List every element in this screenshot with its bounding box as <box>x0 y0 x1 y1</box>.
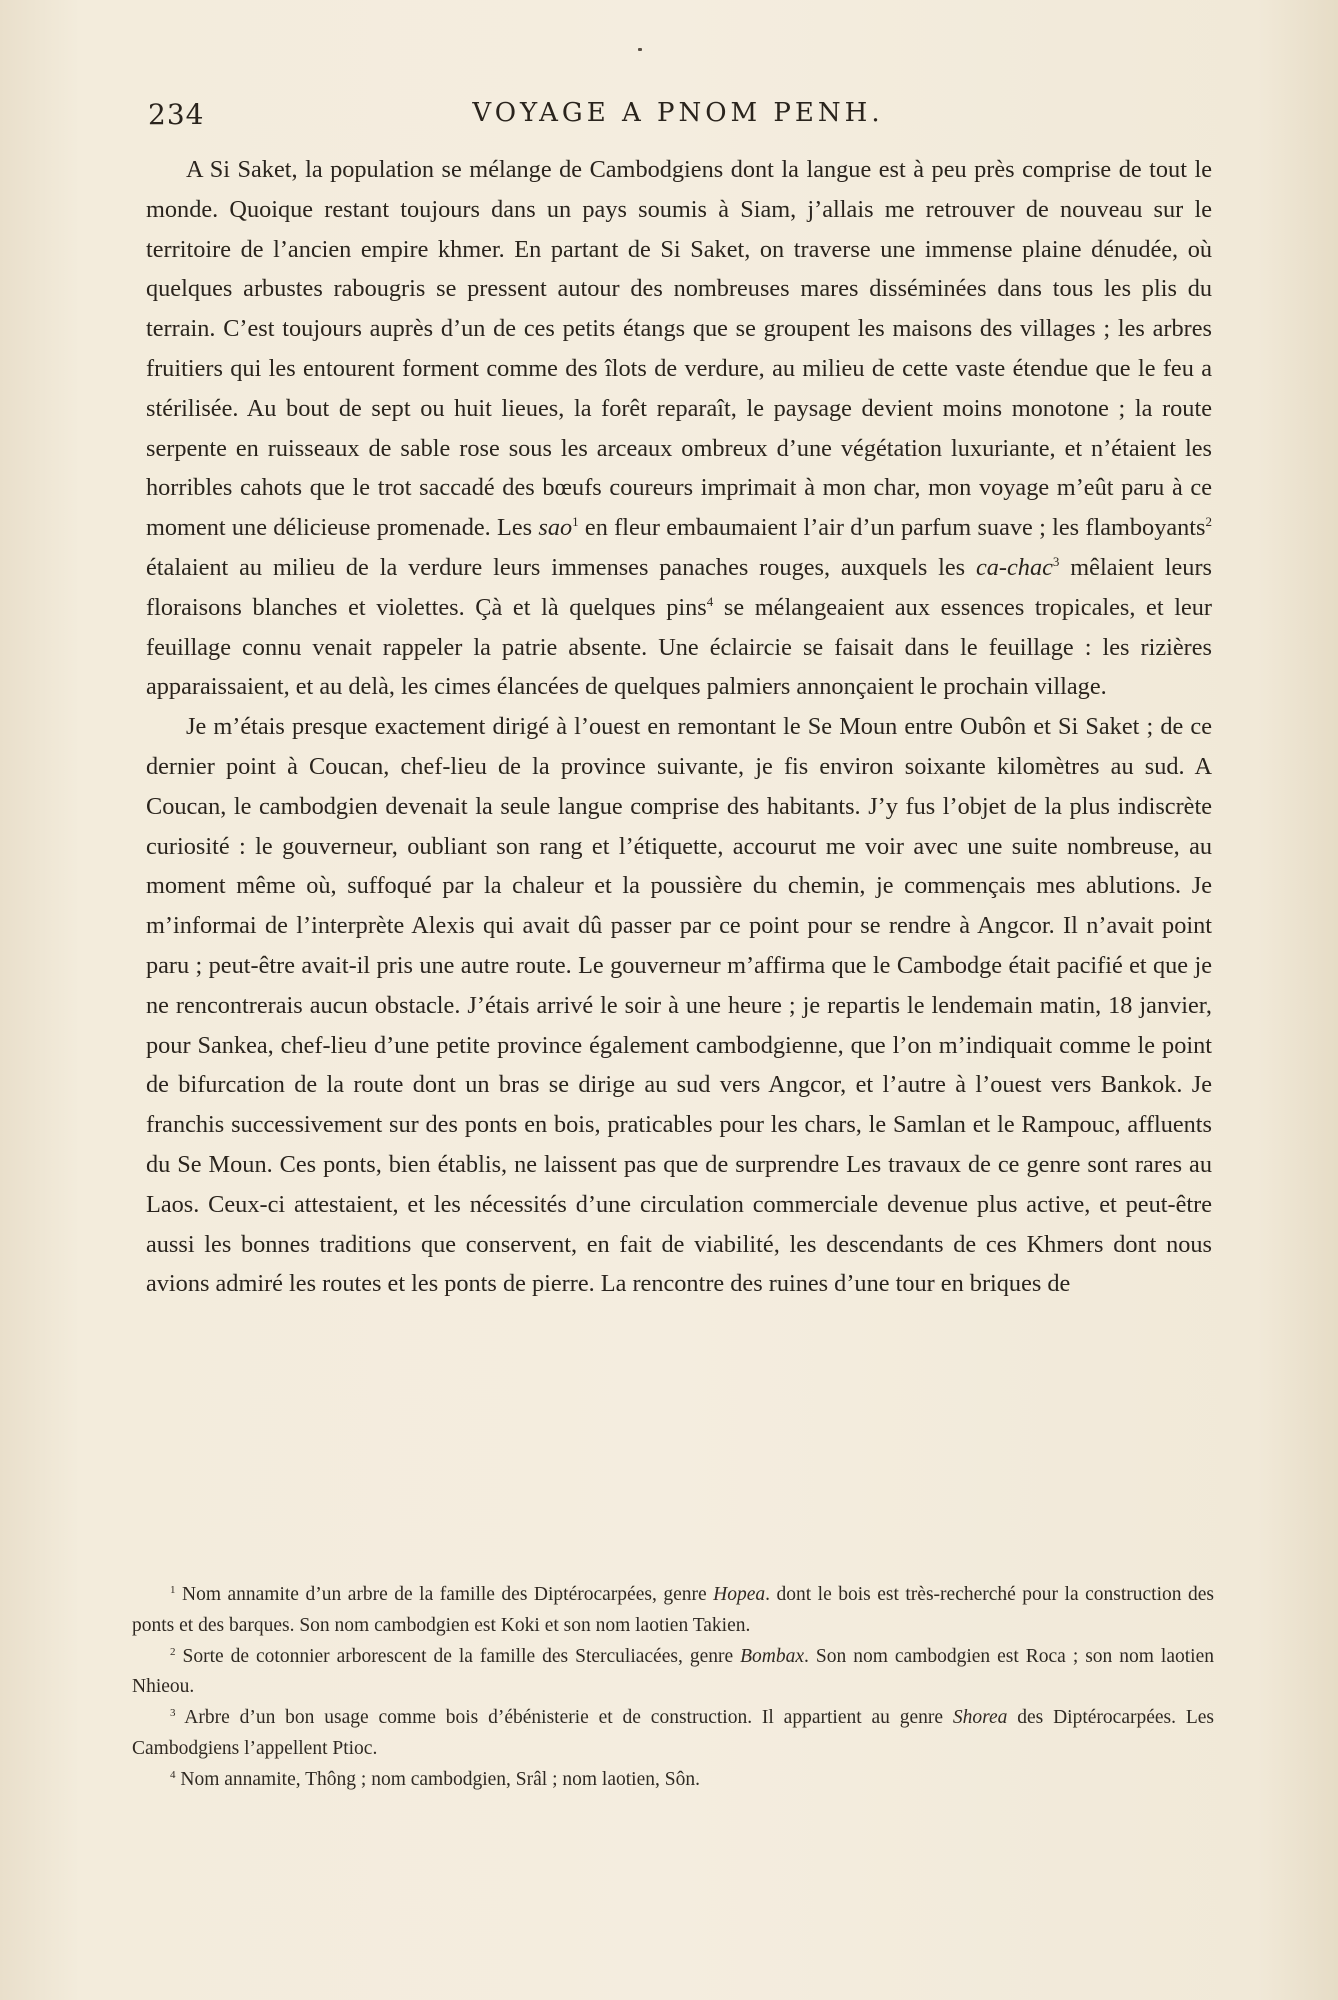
footnote-1-text-b: . dont le bois est très-recherché pour la construction des ponts et des barques. Son nom cambodgien est Koki et son nom laotien Takien. <box>132 1584 1214 1636</box>
footnote-1-genus: Hopea <box>713 1584 766 1605</box>
running-title: VOYAGE A PNOM PENH. <box>472 98 884 128</box>
footnote-ref-3: 3 <box>1052 553 1060 569</box>
paragraph-1 <box>146 150 1212 707</box>
paragraph-2: Je m’étais presque exactement dirigé à l’ouest en remontant le Se Moun entre Oubôn et Si Saket ; de ce dernier point à Coucan, chef-lieu de la province suivante, je fis environ soixante kilomètres au sud. A Coucan, le cambodgien devenait la seule langue comprise des habitants. J’y fus l’objet de la plus indiscrète curiosité : le gouverneur, oubliant son rang et l’étiquette, accourut me voir avec une suite nombreuse, au moment même où, suffoqué par la chaleur et la poussière du chemin, je commençais mes ablutions. Je m’informai de l’interprète Alexis qui avait dû passer par ce point pour se rendre à Angcor. Il n’avait point paru ; peut-être avait-il pris une autre route. Le gouverneur m’affirma que le Cambodge était pacifié et que je ne rencontrerais aucun obstacle. J’étais arrivé le soir à une heure ; je repartis le lendemain matin, 18 janvier, pour Sankea, chef-lieu d’une petite province également cambodgienne, que l’on m’indiquait comme le point de bifurcation de la route dont un bras se dirige au sud vers Angcor, et l’autre à l’ouest vers Bankok. Je franchis successivement sur des ponts en bois, praticables pour les chars, le Samlan et le Rampouc, affluents du Se Moun. Ces ponts, bien établis, ne laissent pas que de surprendre Les travaux de ce genre sont rares au Laos. Ceux-ci attestaient, et les nécessités d’une circulation commerciale devenue plus active, et peut-être aussi les bonnes traditions que conservent, en fait de viabilité, les descendants de ces Khmers dont nous avions admiré les routes et les ponts de pierre. La rencontre des ruines d’une tour en briques de <box>146 713 1212 1298</box>
footnote-2-genus: Bombax <box>740 1645 805 1667</box>
print-mark <box>638 48 642 51</box>
footnote-4-mark: 4 <box>170 1768 176 1781</box>
page-header <box>148 98 1208 138</box>
footnote-2-text-b: . Son nom cambodgien est Roca ; son nom laotien Nhieou. <box>132 1645 1215 1698</box>
footnote-ref-1: 1 <box>572 514 579 530</box>
footnote-1-mark: 1 <box>170 1584 176 1596</box>
footnote-3-mark: 3 <box>170 1707 176 1720</box>
paragraph-1-text-e: se mélangeaient aux essences tropicales, et leur feuillage connu venait rappeler la patrie absente. Une éclaircie se faisait dans le feuillage : les rizières apparaissaient, et au delà, les cimes élancées de quelques palmiers annonçaient le prochain village. <box>146 593 1212 701</box>
paragraph-1-text-a: A Si Saket, la population se mélange de Cambodgiens dont la langue est à peu près comprise de tout le monde. Quoique restant toujours dans un pays soumis à Siam, j’allais me retrouver de nouveau sur le territoire de l’ancien empire khmer. En partant de Si Saket, on traverse une immense plaine dénudée, où quelques arbustes rabougris se pressent autour des nombreuses mares disséminées dans tous les plis du terrain. C’est toujours auprès d’un de ces petits étangs que se groupent les maisons des villages ; les arbres fruitiers qui les entourent forment comme des îlots de verdure, au milieu de cette vaste étendue que le feu a stérilisée. Au bout de sept ou huit lieues, la forêt reparaît, le paysage devient moins monotone ; la route serpente en ruisseaux de sable rose sous les arceaux ombreux d’une végétation luxuriante, et n’étaient les horribles cahots que le trot saccadé des bœufs coureurs imprimait à mon char, mon voyage m’eût paru à ce moment une délicieuse promenade. Les <box>146 156 1212 542</box>
footnote-4 <box>132 1765 1214 1796</box>
main-text <box>146 150 1212 1304</box>
term-sao: sao <box>538 514 573 542</box>
paragraph-1-text-c: étalaient au milieu de la verdure leurs immenses panaches rouges, auxquels les <box>146 553 976 581</box>
paragraph-1-text-b: en fleur embaumaient l’air d’un parfum suave ; les flamboyants <box>578 514 1206 542</box>
footnote-2-mark: 2 <box>170 1645 176 1658</box>
footnote-3 <box>132 1703 1214 1765</box>
footnote-3-text-b: des Diptérocarpées. Les Cambodgiens l’appellent Ptioc. <box>132 1707 1214 1759</box>
footnote-4-text: Nom annamite, Thông ; nom cambodgien, Srâl ; nom laotien, Sôn. <box>175 1768 700 1790</box>
footnote-ref-4: 4 <box>706 593 714 609</box>
term-ca-chac: ca-chac <box>976 553 1053 581</box>
footnote-2 <box>132 1642 1214 1704</box>
footnote-3-text-a: Arbre d’un bon usage comme bois d’ébénisterie et de construction. Il appartient au genre <box>175 1707 953 1729</box>
footnote-1 <box>132 1580 1214 1642</box>
paragraph-1-text-d: mêlaient leurs floraisons blanches et violettes. Çà et là quelques pins <box>146 553 1212 621</box>
footnote-1-text-a: Nom annamite d’un arbre de la famille des Diptérocarpées, genre <box>175 1584 714 1605</box>
footnotes <box>132 1580 1214 1796</box>
footnote-2-text-a: Sorte de cotonnier arborescent de la famille des Sterculiacées, genre <box>175 1645 741 1667</box>
page-number: 234 <box>148 98 205 131</box>
footnote-3-genus: Shorea <box>952 1707 1008 1729</box>
footnote-ref-2: 2 <box>1205 514 1212 530</box>
